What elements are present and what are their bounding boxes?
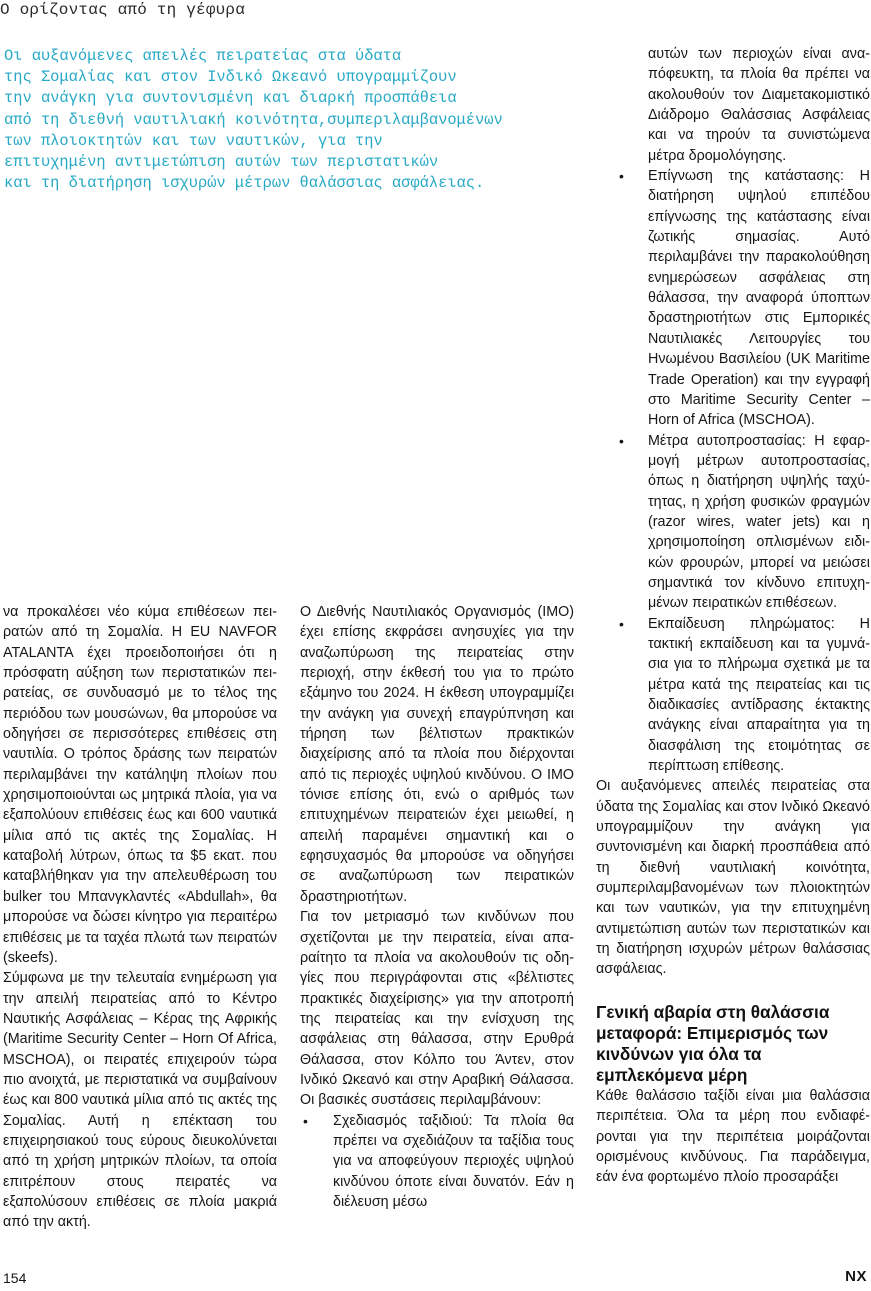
body-paragraph: Για τον μετριασμό των κινδύνων που σχετίζονται με την πειρατεία, είναι απαραίτητο τα πλοία να ακολουθούν τις οδηγίες που περιγράφονται στις «βέλτιστες πρακτικές διαχείρισης» για την αποτροπή της πειρατείας και την ενίσχυση της ασφάλειας στη θάλασσα, στην Ερυθρά Θάλασσα, στον Κόλπο του Άντεν, στον Ινδικό Ωκεανό και στην Αραβική Θάλασσα. Οι βασικές συστάσεις περιλαμβάνουν:: [300, 909, 574, 1109]
list-item: [300, 1111, 574, 1213]
list-item-text: Επίγνωση της κατάστασης: Η διατήρηση υψηλού επιπέδου επίγνωσης της κατάστασης είναι ζωτικής σημασίας. Αυτό περιλαμβάνει την παρακολούθηση ενημερώσεων ασφάλειας στη θάλασσα, την αναφορά ύποπτων δραστηριοτήτων στις Εμπορικές Ναυτιλιακές Λειτουργίες του Ηνωμένου Βασιλείου (UK Maritime Trade Operation) και την εγγραφή στο Maritime Security Center – Horn of Africa (MSCHOA).: [648, 168, 870, 429]
pull-quote: [4, 46, 569, 194]
column-middle: [300, 602, 574, 1212]
list-item: [621, 166, 870, 430]
pull-quote-line: Οι αυξανόμενες απειλές πειρατείας στα ύδατα: [4, 47, 402, 65]
list-item: [621, 431, 870, 614]
publication-logo: NX: [845, 1268, 867, 1285]
body-paragraph: αυτών των περιοχών είναι αναπόφευκτη, τα πλοία θα πρέπει να ακολουθούν τον Διαμετακομιστικό Διάδρομο Θαλάσσιας Ασφάλειας και να τηρούν τα συνιστώμενα μέτρα δρομολόγησης.: [648, 46, 870, 164]
recommendations-list-cont: [621, 166, 870, 776]
running-header: Ο ορίζοντας από τη γέφυρα: [0, 1, 246, 19]
body-paragraph: Ο Διεθνής Ναυτιλιακός Οργανισμός (IMO) έχει επίσης εκφράσει ανησυχίες για την αναζωπύρωση της πειρατείας στην περιοχή, στην έκθεσή του για το πρώτο εξάμηνο του 2024. Η έκθεση υπογραμμίζει την ανάγκη για συνεχή επαγρύπνηση και τήρηση των βέλτιστων πρακτικών διαχείρισης από τα πλοία που διέρχονται από τις περιοχές υψηλού κινδύνου. Ο IMO τόνισε επίσης ότι, ενώ ο αριθμός των επιτυχημένων πειρατειών έχει μειωθεί, η απειλή παραμένει σημαντική και ο εφησυχασμός θα μπορούσε να οδηγήσει σε αναζωπύρωση των πειρατικών δραστηριοτήτων.: [300, 604, 574, 905]
pull-quote-line: την ανάγκη για συντονισμένη και διαρκή προσπάθεια: [4, 89, 457, 108]
bullet-icon: •: [619, 432, 624, 449]
column-left: [3, 602, 277, 1233]
pull-quote-line: επιτυχημένη αντιμετώπιση αυτών των περιστατικών: [4, 153, 439, 172]
bullet-icon: •: [303, 1112, 308, 1129]
section-heading: Γενική αβαρία στη θαλάσσια μεταφορά: Επιμερισμός των κινδύνων για όλα τα εμπλεκόμενα μέρη: [596, 1001, 830, 1085]
body-paragraph: να προκαλέσει νέο κύμα επιθέσεων πειρατών από τη Σομαλία. Η EU NAVFOR ATALANTA έχει προειδοποιήσει ότι η πρόσφατη αύξηση των περιστατικών πειρατείας, σε συνδυασμό με το τέλος της περιόδου των μουσώνων, θα μπορούσε να οδηγήσει σε περισσότερες επιθέσεις στη ναυτιλία. Ο τρόπος δράσης των πειρατών περιλαμβάνει την κατάληψη πλοίων που χρησιμοποιούνται ως μητρικά πλοία, για να εξαπολύουν επιθέσεις έως και 600 ναυτικά μίλια από τις ακτές της Σομαλίας. Η καταβολή λύτρων, όπως τα $5 εκατ. που καταβλήθηκαν για την απελευθέρωση του bulker του Μπανγκλαντές «Abdullah», θα μπορούσε να δώσει κίνητρο για περαιτέρω επιθέσεις με τα ταχέα πλωτά των πειρατών (skeefs).: [3, 604, 277, 966]
column-right: [596, 44, 870, 1188]
list-item-text: Εκπαίδευση πληρώματος: Η τακτική εκπαίδευση και τα γυμνάσια για το πλήρωμα σχετικά με τα μέτρα κατά της πειρατείας και τις διαδικασίες αντίδρασης έκτακτης ανάγκης είναι απαραίτητα για τη διασφάλιση της ετοιμότητας σε περίπτωση επίθεσης.: [648, 615, 870, 775]
bullet-icon: •: [619, 168, 624, 185]
bullet-icon: •: [619, 615, 624, 632]
recommendations-list: [300, 1111, 574, 1213]
pull-quote-line: των πλοιοκτητών και των ναυτικών, για την: [4, 131, 383, 150]
list-item-text: Μέτρα αυτοπροστασίας: Η εφαρμογή μέτρων αυτοπροστασίας, όπως η διατήρηση υψηλής ταχύτητας, η χρήση φυσικών φραγμών (razor wires, water jets) και η χρησιμοποίηση οπλισμένων ειδικών φρουρών, μπορεί να μειώσει σημαντικά τον κίνδυνο επιτυχημένων πειρατικών επιθέσεων.: [648, 432, 870, 612]
body-paragraph: Κάθε θαλάσσιο ταξίδι είναι μια θαλάσσια περιπέτεια. Όλα τα μέρη που ενδιαφέρονται για την περιπέτεια μοιράζονται ορισμένους κινδύνους. Για παράδειγμα, εάν ένα φορτωμένο πλοίο προσαράξει: [596, 1087, 870, 1186]
list-item-text: Σχεδιασμός ταξιδιού: Τα πλοία θα πρέπει να σχεδιάζουν τα ταξίδια τους για να αποφεύγουν περιοχές υψηλού κινδύνου όποτε είναι δυνατόν. Εάν η διέλευση μέσω: [333, 1112, 574, 1210]
pull-quote-line: και τη διατήρηση ισχυρών μέτρων θαλάσσιας ασφάλειας.: [4, 174, 485, 193]
body-paragraph: Σύμφωνα με την τελευταία ενημέρωση για την απειλή πειρατείας από το Κέντρο Ναυτικής Ασφάλειας – Κέρας της Αφρικής (Maritime Security Center – Horn Of Africa, MSCHOA), οι πειρατές επιχειρούν τώρα πιο ανοιχτά, με περιστατικά να συμβαίνουν έως και 800 ναυτικά μίλια από τις ακτές της Σομαλίας. Αυτή η επέκταση του επιχειρησιακού τους εύρους διευκολύνεται από τη χρήση μητρικών πλοίων, τα οποία επιτρέπουν στους πειρατές να εξαπολύσουν επιθέσεις σε πλοία μακριά από την ακτή.: [3, 970, 277, 1231]
pull-quote-line: από τη διεθνή ναυτιλιακή κοινότητα,συμπεριλαμβανομένων: [4, 110, 503, 129]
pull-quote-line: της Σομαλίας και στον Ινδικό Ωκεανό υπογραμμίζουν: [4, 68, 457, 87]
page-number: 154: [3, 1270, 27, 1286]
body-paragraph: Οι αυξανόμενες απειλές πειρατείας στα ύδατα της Σομαλίας και στον Ινδικό Ωκεανό υπογραμμίζουν την ανάγκη για συντονισμένη και διαρκή προσπάθεια από τη διεθνή ναυτιλιακή κοινότητα, συμπεριλαμβανομένων των πλοιοκτητών και των ναυτικών, για την επιτυχημένη αντιμετώπιση αυτών των περιστατικών και τη διατήρηση ισχυρών μέτρων θαλάσσιας ασφάλειας.: [596, 778, 870, 978]
list-item: [621, 614, 870, 777]
